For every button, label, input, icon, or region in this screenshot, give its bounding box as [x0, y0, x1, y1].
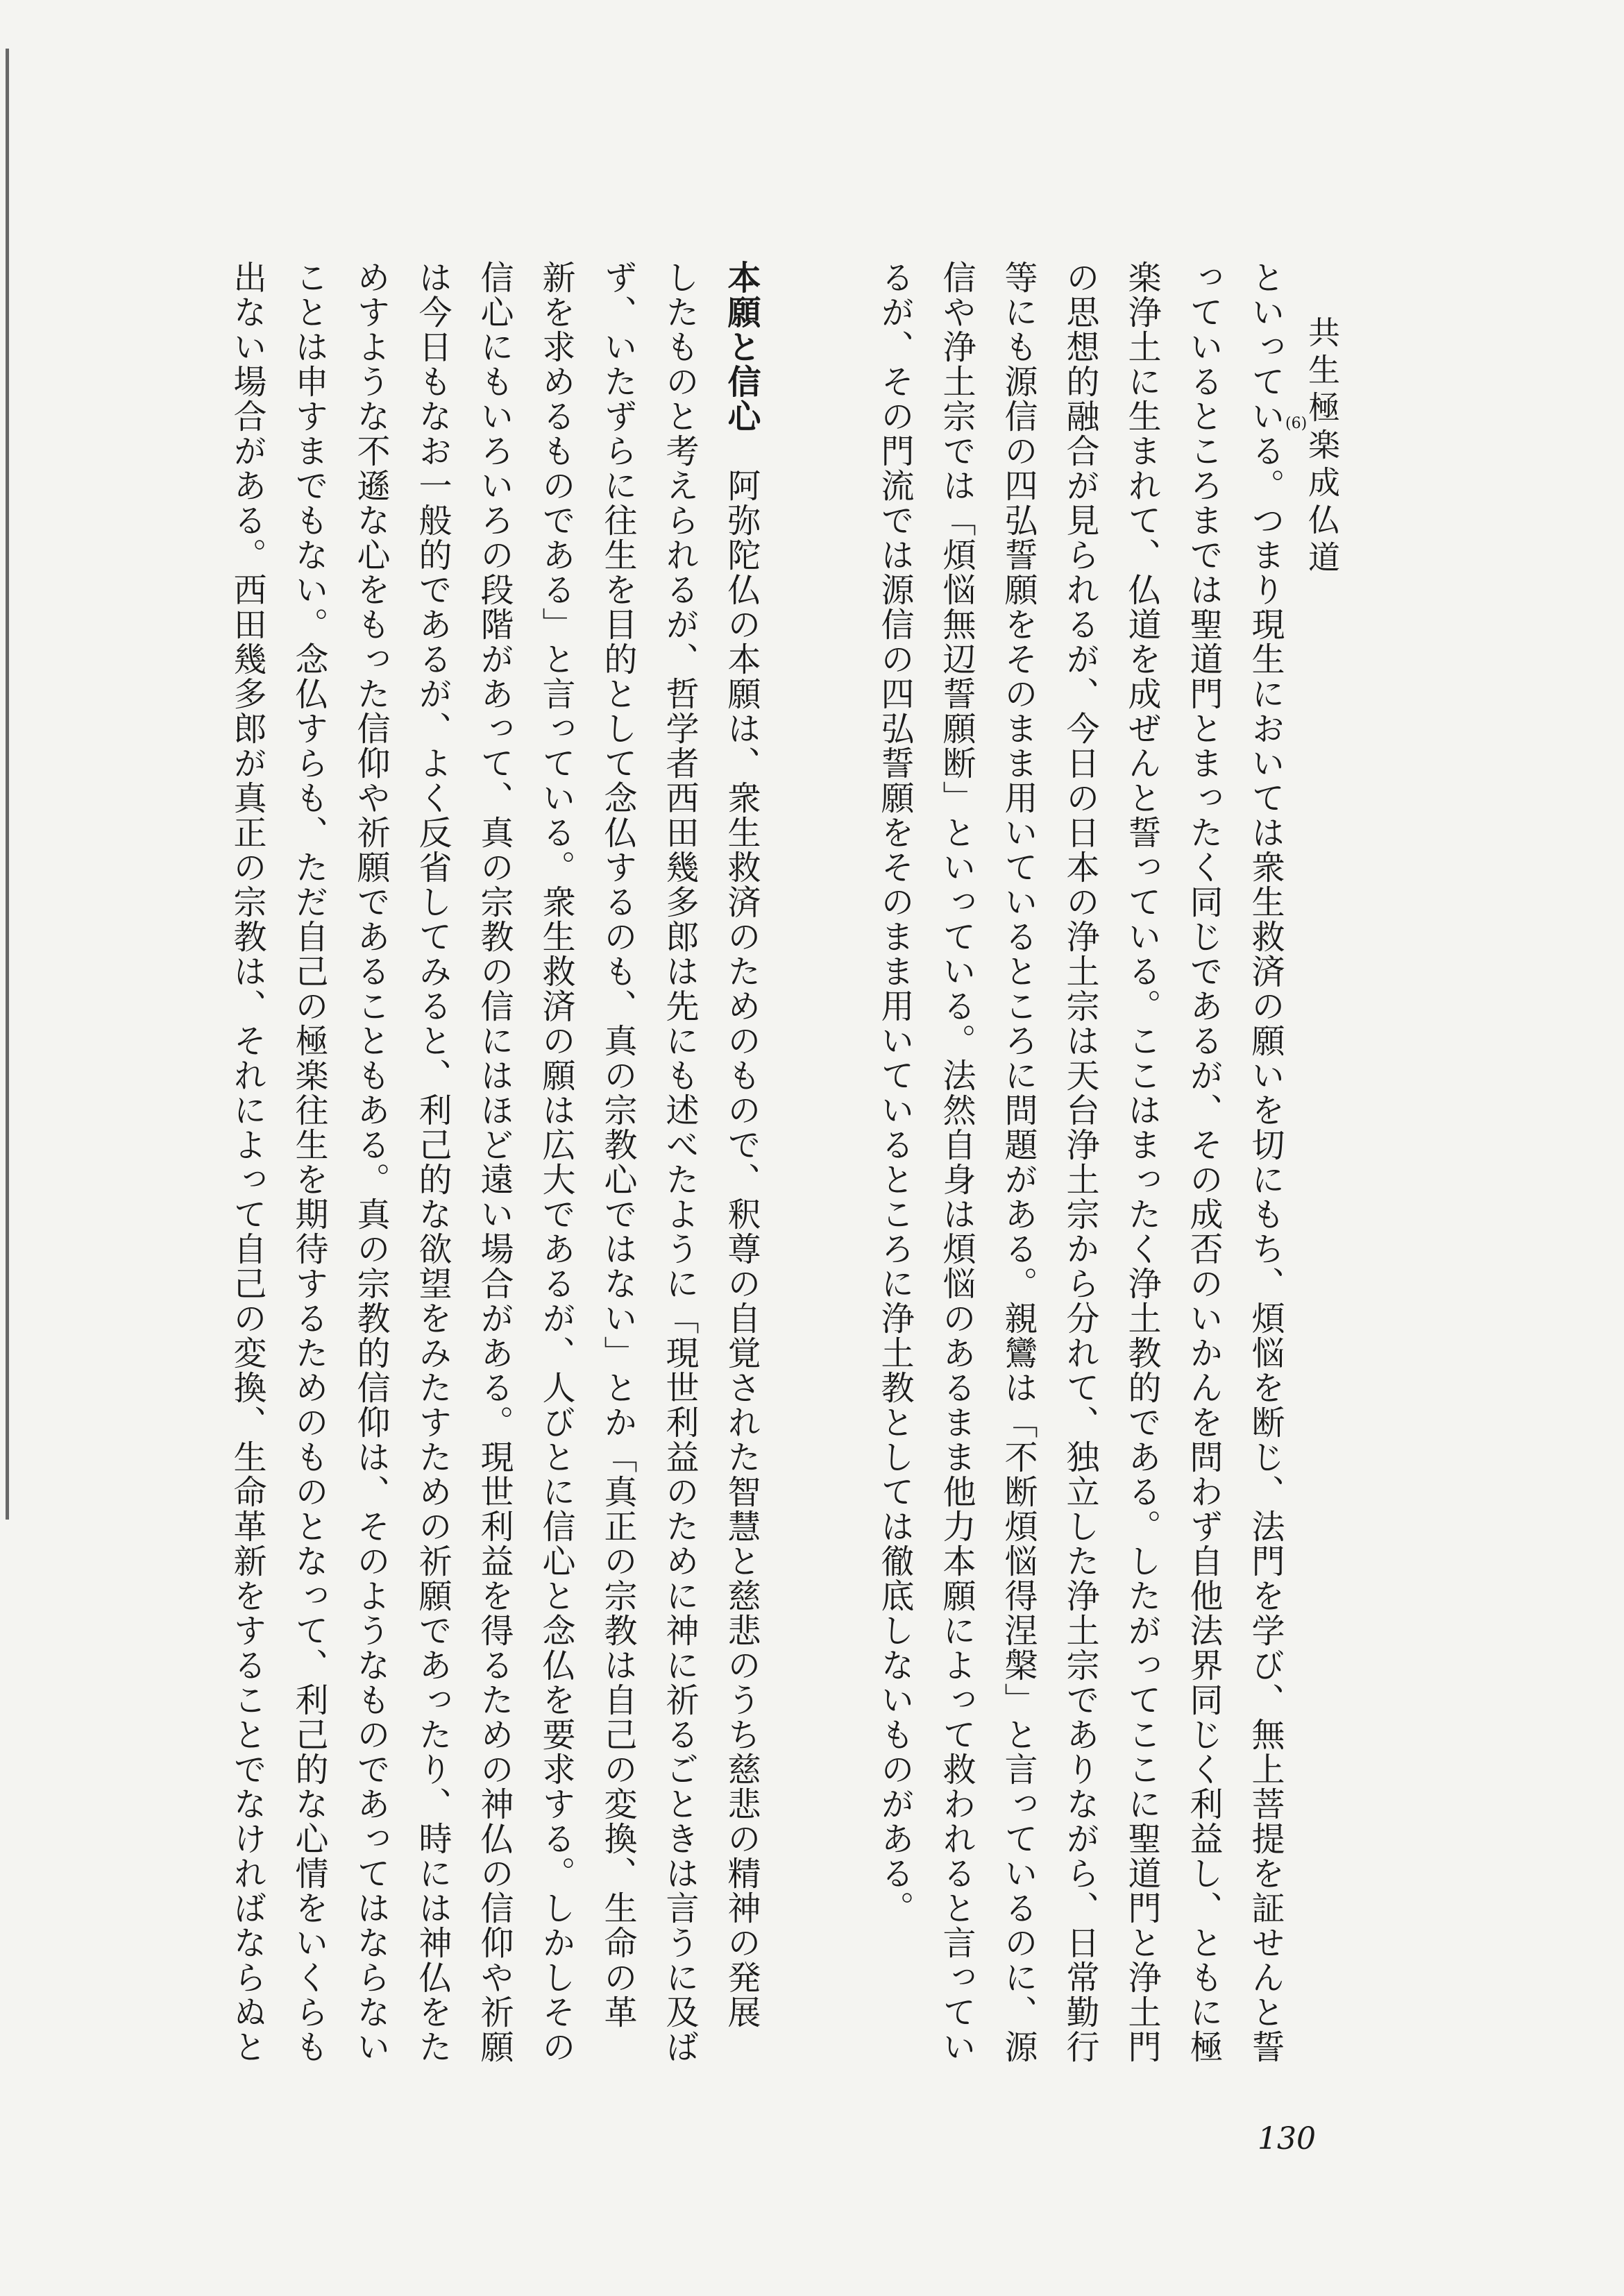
- section-first-line: [720, 260, 762, 2092]
- section-heading: 本願と信心: [722, 260, 761, 434]
- text-line: 出ない場合がある。西田幾多郎が真正の宗教は、それによって自己の変換、生命革新をすることでなければならぬと: [228, 260, 267, 2064]
- running-head: 共生極楽成仏道: [1303, 316, 1341, 578]
- text-line: 等にも源信の四弘誓願をそのまま用いているところに問題がある。親鸞は「不断煩悩得涅槃」と言っているのに、源: [999, 260, 1038, 2064]
- page-number: 130: [1258, 2121, 1316, 2157]
- text-line: といっている。つまり現生においては衆生救済の願いを切にもち、煩悩を断じ、法門を学び、無上菩提を証せんと誓: [1246, 260, 1285, 2064]
- scan-edge: [6, 49, 9, 1520]
- text-line: 信や浄土宗では「煩悩無辺誓願断」といっている。法然自身は煩悩のあるまま他力本願によって救われると言ってい: [937, 260, 976, 2064]
- text-line: めすような不遜な心をもった信仰や祈願であることもある。真の宗教的信仰は、そのようなものであってはならない: [351, 260, 390, 2064]
- text-line: したものと考えられるが、哲学者西田幾多郎は先にも述べたように「現世利益のために神に祈るごときは言うに及ば: [660, 260, 699, 2064]
- text-line: 信心にもいろいろの段階があって、真の宗教の信にはほど遠い場合がある。現世利益を得るための神仏の信仰や祈願: [475, 260, 514, 2064]
- text-line: ことは申すまでもない。念仏すらも、ただ自己の極楽往生を期待するためのものとなって、利己的な心情をいくらも: [289, 260, 328, 2064]
- text-line: の思想的融合が見られるが、今日の日本の浄土宗は天台浄土宗から分れて、独立した浄土宗でありながら、日常勤行: [1060, 260, 1099, 2064]
- text-line: るが、その門流では源信の四弘誓願をそのまま用いているところに浄土教としては徹底しないものがある。: [875, 260, 914, 1925]
- text-line: ず、いたずらに往生を目的として念仏するのも、真の宗教心ではない」とか「真正の宗教は自己の変換、生命の革: [598, 260, 637, 2030]
- footnote-reference: (6): [1285, 415, 1308, 432]
- text-line: 楽浄土に生まれて、仏道を成ぜんと誓っている。ここはまったく浄土教的である。したがってここに聖道門と浄土門: [1122, 260, 1161, 2064]
- text-line: は今日もなお一般的であるが、よく反省してみると、利己的な欲望をみたすための祈願であったり、時には神仏をた: [413, 260, 452, 2064]
- text-line: 阿弥陀仏の本願は、衆生救済のためのもので、釈尊の自覚された智慧と慈悲のうち慈悲の精神の発展: [722, 468, 761, 2030]
- text-line: 新を求めるものである」と言っている。衆生救済の願は広大であるが、人びとに信心と念仏を要求する。しかしその: [536, 260, 575, 2064]
- text-line: っているところまでは聖道門とまったく同じであるが、その成否のいかんを問わず自他法界同じく利益し、ともに極: [1184, 260, 1223, 2064]
